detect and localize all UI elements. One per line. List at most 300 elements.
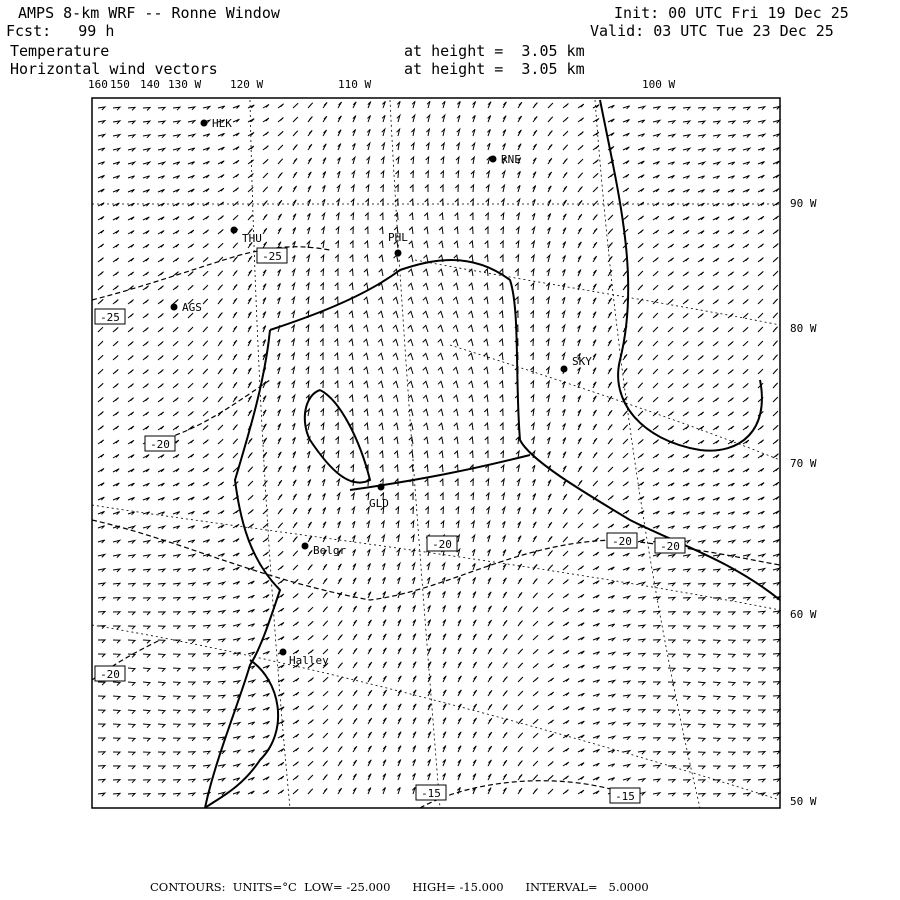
wind-barb [307,465,310,472]
wind-barb [352,535,355,542]
wind-barb [743,526,750,529]
wind-barb [113,286,118,290]
station-dot-hlk[interactable] [201,120,208,127]
wind-barb [608,467,613,472]
wind-barb [365,451,368,458]
wind-barb [173,793,180,796]
wind-barb [293,466,296,472]
wind-barb [143,654,150,658]
wind-barb [683,724,690,727]
wind-barb [442,563,445,570]
wind-barb [653,120,660,123]
wind-barb [698,710,705,714]
wind-barb [500,395,503,402]
wind-barb [323,621,328,626]
station-dot-rne[interactable] [490,156,497,163]
wind-barb [158,286,164,290]
wind-barb [263,214,267,220]
wind-barb [683,258,689,262]
wind-barb [218,285,223,290]
wind-barb [143,121,150,124]
wind-barb [563,508,567,514]
wind-barb [743,230,749,234]
wind-barb [203,779,210,782]
wind-barb [335,283,338,290]
wind-barb [713,555,720,558]
forecast-hour: Fcst: 99 h [6,22,115,40]
wind-barb [455,213,458,220]
wind-barb [428,606,431,613]
wind-barb [366,185,369,192]
wind-barb [113,384,118,389]
wind-barb [143,258,149,262]
wind-barb [532,479,535,486]
wind-barb [443,676,446,682]
wind-barb [320,381,323,388]
wind-barb [143,640,150,643]
lat-label-80: 80 W [790,322,817,335]
wind-barb [518,747,523,752]
wind-barb [728,370,733,375]
station-dot-gld[interactable] [378,484,385,491]
wind-barb [380,213,383,220]
wind-barb [233,243,238,248]
wind-barb [98,230,104,234]
wind-barb [143,738,150,741]
wind-barb [203,230,209,234]
wind-barb [398,634,401,640]
wind-barb [653,440,659,444]
wind-barb [394,451,398,458]
wind-barb [653,526,660,529]
wind-barb [143,370,148,374]
wind-barb [593,680,600,683]
wind-barb [353,760,357,766]
wind-barb [443,690,446,696]
wind-barb [143,342,148,347]
wind-barb [728,327,733,332]
wind-barb [713,526,720,529]
wind-barb [173,384,178,389]
wind-barb [638,175,644,178]
wind-barb [578,594,584,598]
wind-barb [426,521,429,528]
wind-barb [773,737,780,740]
wind-barb [531,269,534,276]
wind-barb [698,328,703,333]
wind-barb [578,609,584,613]
wind-barb [113,272,119,276]
wind-barb [113,189,119,192]
wind-barb [548,664,554,668]
wind-barb [593,708,600,711]
wind-barb [773,257,778,262]
wind-barb [713,398,719,402]
wind-barb [278,424,281,430]
wind-barb [743,313,748,318]
wind-barb [502,507,505,514]
wind-barb [188,696,195,699]
wind-barb [608,326,612,332]
wind-barb [773,383,778,388]
wind-barb [338,677,343,682]
wind-barb [293,692,299,696]
wind-barb [758,569,765,572]
wind-barb [484,283,488,290]
wind-barb [668,483,674,486]
wind-barb [683,526,690,529]
wind-barb [728,682,735,686]
wind-barb [143,384,149,388]
wind-barb [593,354,596,360]
wind-barb [368,116,371,123]
wind-barb [188,258,194,262]
wind-barb [473,578,476,585]
wind-barb [367,143,370,150]
wind-barb [98,696,105,699]
wind-barb [488,634,492,640]
wind-barb [713,752,720,755]
wind-barb [203,313,208,318]
wind-barb [188,626,195,629]
wind-barb [381,521,384,528]
wind-barb [668,780,675,783]
wind-barb [758,468,764,472]
wind-barb [128,780,135,783]
lat-label-60: 60 W [790,608,817,621]
wind-barb [423,409,428,416]
wind-barb [218,341,222,347]
wind-barb [668,412,674,416]
wind-barb [518,550,521,556]
wind-barb [248,467,253,472]
wind-barb [728,780,735,783]
wind-barb [593,736,600,739]
station-dot-belgr[interactable] [302,543,309,550]
wind-barb [698,135,705,138]
wind-barb [395,465,399,472]
wind-barb [323,607,328,612]
wind-barb [758,355,763,360]
wind-barb [653,148,660,151]
wind-barb [698,584,705,587]
wind-barb [203,175,209,178]
wind-barb [98,327,103,332]
wind-barb [608,736,615,739]
wind-barb [486,171,489,178]
wind-barb [503,536,506,543]
station-dot-phl[interactable] [395,250,402,257]
wind-barb [653,258,658,263]
wind-barb [608,243,613,248]
wind-barb [683,135,690,138]
wind-barb [563,776,569,780]
wind-barb [158,107,165,110]
wind-barb [218,667,225,670]
station-dot-sky[interactable] [561,366,568,373]
wind-barb [338,536,341,542]
wind-vector-field [98,101,780,796]
wind-barb [518,649,523,654]
wind-barb [728,752,735,755]
station-dot-ags[interactable] [171,304,178,311]
wind-barb [306,269,309,276]
wind-barb [440,199,443,206]
wind-barb [713,149,720,152]
wind-barb [758,724,765,727]
wind-barb [743,426,749,430]
wind-barb [438,339,443,346]
wind-barb [443,648,446,654]
wind-barb [409,213,413,220]
wind-barb [593,410,597,416]
wind-barb [458,774,461,781]
wind-barb [468,339,473,346]
wind-barb [653,483,659,487]
wind-barb [698,498,705,501]
wind-barb [98,626,105,629]
wind-barb [203,696,210,699]
wind-barb [454,269,459,276]
wind-barb [683,369,688,374]
wind-barb [578,566,584,570]
wind-barb [698,541,705,544]
wind-barb [263,438,267,444]
contour-label: -25 [100,311,120,324]
wind-barb [233,750,240,753]
wind-barb [292,297,295,304]
wind-barb [653,426,658,431]
wind-barb [531,395,534,402]
wind-barb [503,746,507,752]
wind-barb [593,228,597,234]
wind-barb [683,555,690,558]
wind-barb [578,466,582,472]
wind-barb [364,311,368,318]
lon-line-100 [595,100,700,808]
wind-barb [293,789,298,794]
wind-barb [773,525,779,528]
wind-barb [533,579,537,584]
wind-barb [233,667,240,670]
wind-barb [337,185,340,192]
wind-barb [683,327,688,332]
station-dot-halley[interactable] [280,649,287,656]
wind-barb [393,381,398,388]
wind-barb [728,148,735,151]
wind-barb [698,203,704,206]
station-dot-thu[interactable] [231,227,238,234]
wind-barb [335,311,338,318]
wind-barb [758,483,764,486]
wind-barb [533,593,538,598]
wind-barb [487,129,490,136]
wind-barb [203,710,210,713]
wind-barb [438,381,443,388]
wind-barb [411,535,414,542]
wind-barb [486,507,489,514]
wind-barb [653,107,660,110]
wind-barb [728,696,735,700]
wind-barb [293,145,297,150]
wind-barb [397,563,400,570]
wind-barb [563,131,568,136]
wind-barb [98,175,105,178]
wind-barb [743,612,750,615]
wind-barb [233,326,237,332]
wind-barb [548,158,552,164]
wind-barb [773,765,780,768]
wind-barb [638,134,645,137]
wind-barb [563,242,566,248]
wind-barb [98,612,105,615]
wind-barb [608,624,615,627]
wind-barb [173,668,180,671]
wind-barb [393,311,398,318]
wind-barb [188,397,193,402]
wind-barb [263,466,267,472]
lon-label-150: 150 [110,78,130,91]
wind-barb [397,549,400,556]
wind-barb [516,437,519,444]
wind-barb [623,354,627,360]
wind-barb [368,620,372,626]
wind-barb [128,440,134,444]
wind-barb [338,621,342,627]
wind-barb [263,651,270,654]
wind-barb [608,694,615,697]
wind-barb [516,465,519,472]
wind-barb [593,242,597,248]
wind-barb [143,794,150,797]
wind-barb [593,105,599,108]
wind-barb [425,479,428,486]
wind-barb [713,356,718,361]
wind-barb [773,568,780,571]
wind-barb [351,213,354,220]
wind-barb [683,793,690,796]
wind-barb [608,229,613,234]
wind-barb [683,176,690,179]
wind-barb [368,676,372,682]
wind-barb [484,353,488,360]
wind-barb [439,423,443,430]
wind-barb [278,762,284,766]
wind-barb [173,555,180,558]
wind-barb [98,569,105,572]
wind-barb [203,568,210,571]
wind-barb [698,398,704,402]
wind-barb [608,722,615,725]
wind-barb [578,552,583,556]
wind-barb [353,788,356,794]
wind-barb [277,353,280,360]
wind-barb [323,116,327,122]
wind-barb [773,161,779,164]
wind-barb [668,738,675,741]
wind-barb [423,311,428,318]
wind-barb [563,650,569,654]
wind-barb [758,369,763,374]
wind-barb [623,778,630,781]
wind-barb [668,668,675,671]
wind-barb [503,592,507,598]
wind-barb [173,738,180,741]
wind-barb [293,776,298,781]
wind-barb [473,662,477,668]
wind-barb [638,723,645,726]
wind-barb [398,704,401,710]
wind-barb [468,325,473,332]
wind-barb [338,788,342,794]
wind-barb [411,129,414,136]
wind-barb [593,312,596,318]
station-label-phl: PHL [388,231,408,244]
wind-barb [158,738,165,741]
wind-barb [623,510,629,514]
wind-barb [758,540,765,543]
wind-barb [713,654,720,658]
station-label-thu: THU [242,232,262,245]
wind-barb [263,777,269,780]
wind-barb [758,121,765,124]
wind-barb [128,483,134,486]
wind-barb [233,271,237,277]
wind-barb [113,654,120,657]
wind-barb [113,341,118,346]
wind-barb [203,285,208,290]
wind-barb [427,577,430,584]
wind-barb [128,272,134,276]
wind-barb [593,552,599,556]
wind-barb [336,451,339,458]
wind-barb [158,244,164,248]
wind-barb [173,203,179,206]
wind-barb [248,340,251,346]
wind-barb [423,381,428,388]
wind-barb [293,537,297,542]
wind-barb [308,579,313,584]
wind-barb [368,648,372,654]
wind-barb [728,398,734,402]
wind-barb [353,690,357,696]
wind-barb [248,201,253,206]
wind-barb [470,213,473,220]
wind-barb [653,626,660,629]
wind-barb [113,612,120,615]
wind-barb [623,695,630,698]
wind-barb [728,483,734,486]
wind-barb [578,665,584,668]
wind-barb [203,511,209,514]
wind-barb [378,297,383,304]
wind-barb [98,752,105,755]
wind-barb [471,171,474,178]
wind-barb [668,597,675,600]
wind-barb [683,107,690,110]
wind-barb [293,565,298,570]
wind-barb [263,146,268,150]
wind-barb [668,244,674,248]
wind-barb [218,611,225,614]
wind-barb [278,665,284,668]
wind-barb [248,105,254,108]
wind-barb [323,761,328,766]
wind-barb [423,283,428,290]
wind-barb [499,353,503,360]
wind-barb [248,382,252,388]
wind-barb [173,526,180,529]
